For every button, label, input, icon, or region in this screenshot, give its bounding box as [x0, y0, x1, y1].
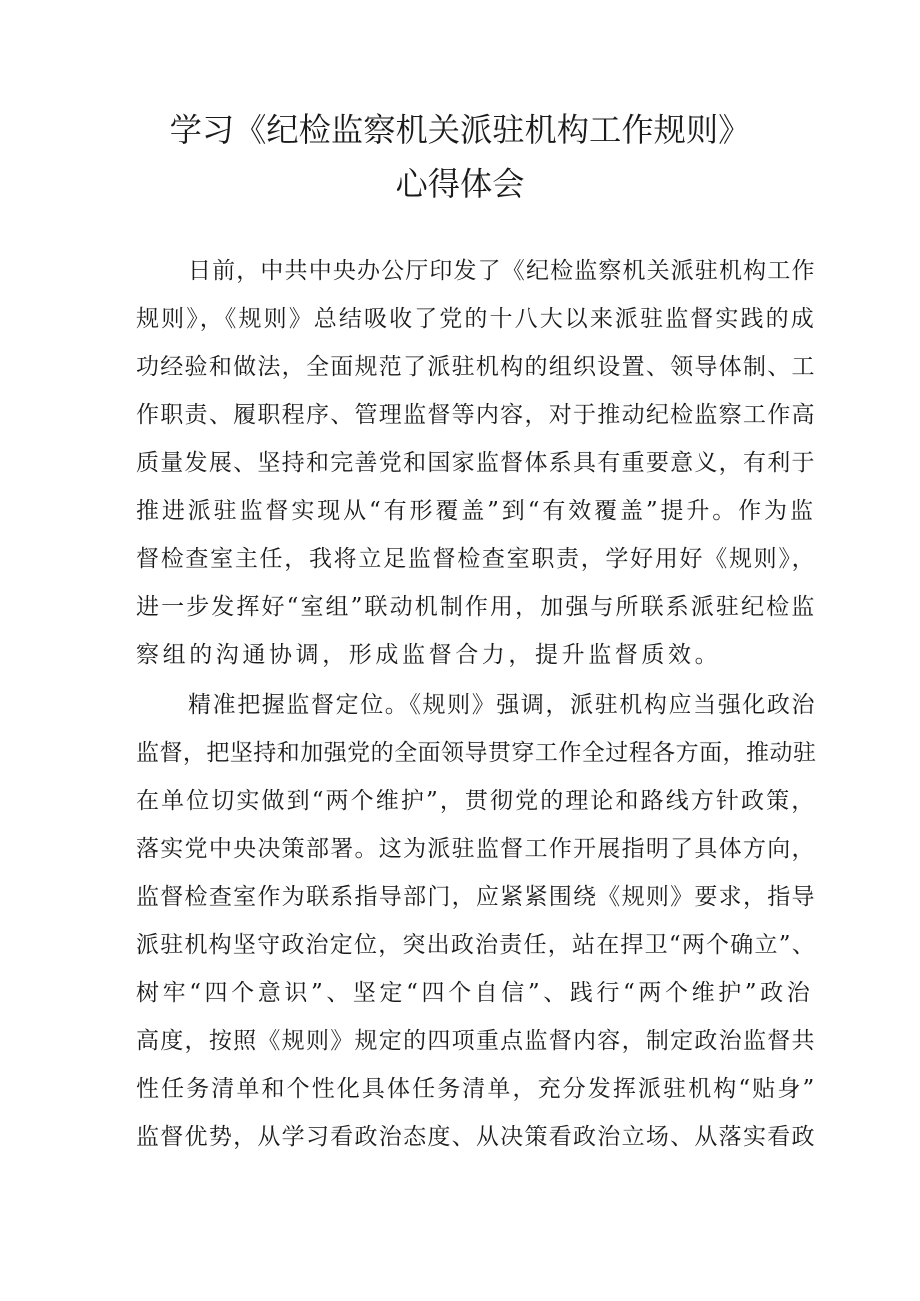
paragraph-line: 在单位切实做到“两个维护”，贯彻党的理论和路线方针政策，: [136, 788, 817, 814]
paragraph-line: 推进派驻监督实现从“有形覆盖”到“有效覆盖”提升。作为监: [136, 498, 816, 524]
paragraph-line: 功经验和做法，全面规范了派驻机构的组织设置、领导体制、工: [136, 354, 816, 380]
paragraph-line: 察组的沟通协调，形成监督合力，提升监督质效。: [136, 642, 722, 668]
paragraph-line: 监督，把坚持和加强党的全面领导贯穿工作全过程各方面，推动驻: [136, 740, 817, 766]
paragraph-line: 质量发展、坚持和完善党和国家监督体系具有重要意义，有利于: [136, 450, 816, 476]
paragraph-line: 性任务清单和个性化具体任务清单，充分发挥派驻机构“贴身”: [136, 1076, 817, 1102]
paragraph-line: 日前，中共中央办公厅印发了《纪检监察机关派驻机构工作: [188, 258, 816, 284]
paragraph-line: 监督检查室作为联系指导部门，应紧紧围绕《规则》要求，指导: [136, 884, 816, 910]
paragraph-line: 监督优势，从学习看政治态度、从决策看政治立场、从落实看政: [136, 1124, 816, 1150]
paragraph-line: 进一步发挥好“室组”联动机制作用，加强与所联系派驻纪检监: [136, 594, 817, 620]
paragraph-line: 落实党中央决策部署。这为派驻监督工作开展指明了具体方向，: [136, 836, 816, 862]
paragraph-line: 规则》，《规则》总结吸收了党的十八大以来派驻监督实践的成: [136, 306, 816, 332]
paragraph-line: 精准把握监督定位。《规则》强调，派驻机构应当强化政治: [188, 692, 817, 718]
paragraph-line: 树牢“四个意识”、坚定“四个自信”、践行“两个维护”政治: [136, 980, 814, 1006]
paragraph-line: 高度，按照《规则》规定的四项重点监督内容，制定政治监督共: [136, 1028, 816, 1054]
paragraph-line: 作职责、履职程序、管理监督等内容，对于推动纪检监察工作高: [136, 402, 816, 428]
paragraph-line: 派驻机构坚守政治定位，突出政治责任，站在捍卫“两个确立”、: [136, 932, 816, 958]
document-title-line-1: 学习《纪检监察机关派驻机构工作规则》: [169, 111, 751, 149]
document-title-line-2: 心得体会: [395, 165, 525, 203]
paragraph-line: 督检查室主任，我将立足监督检查室职责，学好用好《规则》，: [136, 546, 817, 572]
